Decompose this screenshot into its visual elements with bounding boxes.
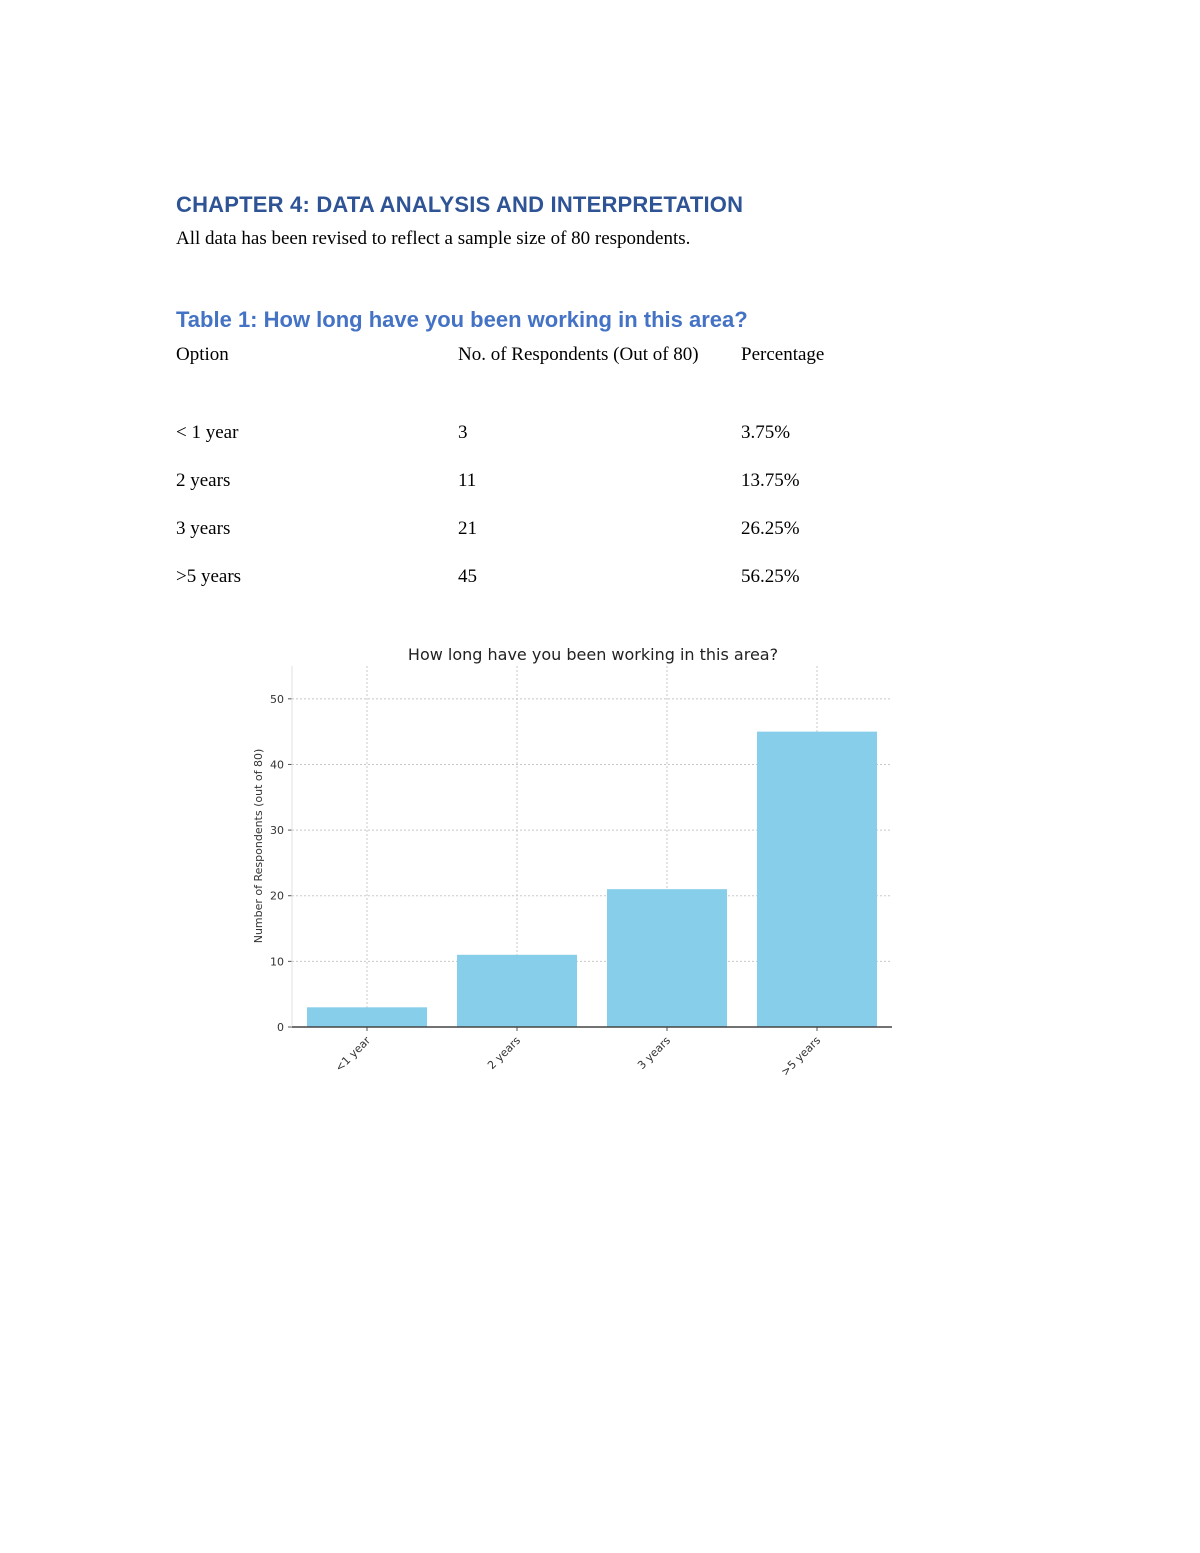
x-tick-label: 2 years: [485, 1033, 524, 1072]
cell-respondents: 21: [458, 518, 477, 539]
y-tick-label: 10: [270, 955, 284, 969]
table-row: [176, 418, 936, 466]
cell-percentage: 26.25%: [741, 518, 800, 539]
y-tick-label: 40: [270, 758, 284, 772]
bar: [757, 732, 877, 1027]
table-row: [176, 514, 936, 562]
header-respondents: No. of Respondents (Out of 80): [458, 344, 699, 365]
cell-percentage: 56.25%: [741, 566, 800, 587]
cell-option: >5 years: [176, 566, 242, 587]
cell-option: 2 years: [176, 470, 231, 491]
y-tick-label: 0: [277, 1021, 284, 1034]
chapter-title: CHAPTER 4: DATA ANALYSIS AND INTERPRETATION: [176, 192, 744, 217]
y-tick-label: 30: [270, 824, 284, 838]
y-tick-label: 20: [270, 889, 284, 903]
header-percentage: Percentage: [741, 344, 825, 365]
cell-option: 3 years: [176, 518, 231, 539]
cell-respondents: 3: [458, 422, 468, 443]
x-tick-label: >5 years: [778, 1033, 824, 1079]
x-tick-label: 3 years: [635, 1033, 674, 1072]
table-row: [176, 562, 936, 610]
intro-text: All data has been revised to reflect a sample size of 80 respondents.: [176, 228, 691, 249]
y-axis-label: Number of Respondents (out of 80): [252, 748, 265, 944]
x-tick-label: <1 year: [332, 1033, 374, 1075]
table-title: Table 1: How long have you been working in this area?: [176, 307, 748, 332]
chart-title: How long have you been working in this area?: [407, 645, 779, 664]
chart-svg: [240, 636, 920, 1096]
cell-respondents: 45: [458, 566, 477, 587]
bar-chart: [240, 636, 920, 1096]
bar-layer: [307, 732, 877, 1027]
header-option: Option: [176, 344, 229, 365]
y-tick-label: 50: [270, 692, 284, 706]
bar: [307, 1007, 427, 1027]
cell-percentage: 3.75%: [741, 422, 791, 443]
bar: [457, 955, 577, 1027]
respondents-table: [176, 340, 936, 610]
table-row: [176, 466, 936, 514]
cell-respondents: 11: [458, 470, 477, 491]
table-header-row: [176, 340, 936, 418]
bar: [607, 889, 727, 1027]
cell-option: < 1 year: [176, 422, 239, 443]
cell-percentage: 13.75%: [741, 470, 800, 491]
